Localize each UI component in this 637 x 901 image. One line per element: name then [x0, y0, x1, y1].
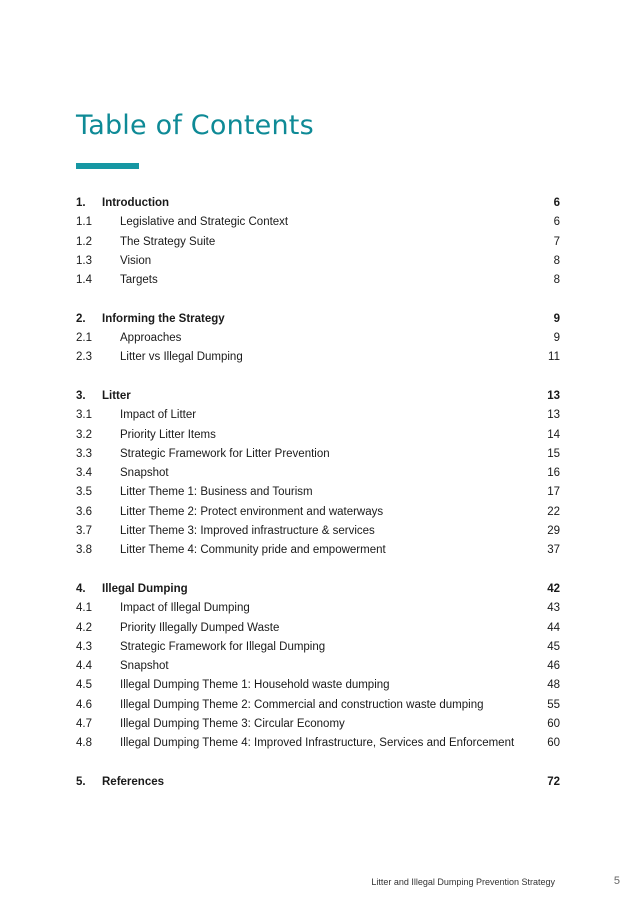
toc-section-page: 72: [547, 775, 560, 788]
toc-entry-number: 3.1: [76, 409, 92, 422]
toc-entry-title: Vision: [120, 254, 152, 267]
toc-entry-page: 11: [548, 351, 560, 364]
toc-entry-row[interactable]: [76, 329, 560, 348]
toc-entry-row[interactable]: [76, 599, 560, 618]
toc-entry-title: Targets: [120, 274, 158, 287]
toc-entry-row[interactable]: [76, 348, 560, 367]
toc-section-title: Introduction: [102, 197, 170, 209]
toc-entry-title: Snapshot: [120, 660, 169, 673]
title-underline: [76, 163, 139, 169]
toc-entry-page: 7: [553, 235, 560, 248]
toc-entry-title: Illegal Dumping Theme 2: Commercial and construction waste dumping: [120, 698, 484, 711]
toc-entry-page: 43: [547, 602, 560, 615]
toc-entry-number: 1.3: [76, 254, 92, 267]
toc-entry-number: 3.8: [76, 544, 92, 557]
toc-entry-number: 2.1: [76, 332, 92, 345]
toc-section-number: 2.: [76, 312, 86, 325]
toc-entry-row[interactable]: [76, 522, 560, 541]
toc-entry-row[interactable]: [76, 406, 560, 425]
toc-entry-number: 3.5: [76, 486, 92, 499]
toc-entry-row[interactable]: [76, 464, 560, 483]
toc-entry-row[interactable]: [76, 657, 560, 676]
toc-entry-row[interactable]: [76, 271, 560, 290]
toc-entry-page: 46: [547, 660, 560, 673]
toc-entry-row[interactable]: [76, 734, 560, 753]
section-spacer: [76, 368, 560, 387]
toc-section-page: 9: [553, 312, 560, 325]
toc-entry-number: 4.3: [76, 640, 92, 653]
toc-entry-row[interactable]: [76, 252, 560, 271]
toc-section-number: 1.: [76, 197, 86, 209]
toc-entry-page: 8: [553, 254, 560, 267]
toc-entry-row[interactable]: [76, 696, 560, 715]
toc-entry-title: Priority Illegally Dumped Waste: [120, 621, 280, 634]
toc-entry-title: The Strategy Suite: [120, 235, 216, 248]
toc-entry-row[interactable]: [76, 619, 560, 638]
toc-entry-number: 4.8: [76, 737, 92, 750]
toc-entry-row[interactable]: [76, 503, 560, 522]
toc-entry-title: Impact of Illegal Dumping: [120, 602, 250, 615]
toc-entry-page: 22: [547, 505, 560, 518]
toc-entry-page: 8: [553, 274, 560, 287]
toc-entry-page: 45: [547, 640, 560, 653]
toc-section-row[interactable]: [76, 310, 560, 329]
toc-entry-page: 60: [547, 718, 560, 731]
toc-section-page: 13: [547, 389, 560, 402]
toc-section-title: Litter: [102, 389, 131, 402]
toc-entry-title: Illegal Dumping Theme 1: Household waste dumping: [120, 679, 390, 692]
toc-entry-row[interactable]: [76, 426, 560, 445]
toc-entry-number: 2.3: [76, 351, 92, 364]
toc-entry-row[interactable]: [76, 541, 560, 560]
toc-section-number: 3.: [76, 389, 86, 402]
toc-entry-number: 3.6: [76, 505, 92, 518]
section-spacer: [76, 561, 560, 580]
toc-entry-number: 3.4: [76, 467, 92, 480]
page-title: Table of Contents: [76, 110, 314, 141]
toc-entry-row[interactable]: [76, 638, 560, 657]
toc-entry-number: 1.4: [76, 274, 92, 287]
toc-entry-title: Impact of Litter: [120, 409, 197, 422]
toc-section-row[interactable]: [76, 773, 560, 792]
toc-entry-number: 4.6: [76, 698, 92, 711]
toc-entry-page: 60: [547, 737, 560, 750]
toc-entry-title: Strategic Framework for Illegal Dumping: [120, 640, 326, 653]
section-spacer: [76, 754, 560, 773]
toc-entry-title: Snapshot: [120, 467, 169, 480]
toc-entry-page: 14: [547, 428, 560, 441]
toc-entry-row[interactable]: [76, 445, 560, 464]
toc-entry-number: 4.1: [76, 602, 92, 615]
toc-entry-number: 3.2: [76, 428, 92, 441]
section-spacer: [76, 290, 560, 309]
toc-entry-page: 55: [547, 698, 560, 711]
toc-entry-page: 13: [547, 409, 560, 422]
toc-section-row[interactable]: [76, 580, 560, 599]
toc-section-title: Illegal Dumping: [102, 582, 188, 595]
toc-section-number: 5.: [76, 775, 86, 788]
toc-entry-page: 37: [547, 544, 560, 557]
toc-entry-title: Legislative and Strategic Context: [120, 216, 289, 229]
toc-entry-number: 3.7: [76, 525, 92, 538]
toc-section-title: References: [102, 775, 165, 788]
toc-entry-number: 4.2: [76, 621, 92, 634]
toc-entry-title: Strategic Framework for Litter Prevention: [120, 447, 330, 460]
toc-entry-number: 4.5: [76, 679, 92, 692]
toc-section-row[interactable]: [76, 387, 560, 406]
toc-section-page: 6: [553, 197, 560, 209]
toc-entry-page: 48: [547, 679, 560, 692]
toc-entry-title: Priority Litter Items: [120, 428, 216, 441]
toc-entry-number: 4.7: [76, 718, 92, 731]
footer-page-number: 5: [613, 875, 620, 887]
toc-entry-number: 1.1: [76, 216, 92, 229]
toc-entry-title: Litter vs Illegal Dumping: [120, 351, 243, 364]
toc-entry-page: 6: [553, 216, 560, 229]
toc-entry-number: 4.4: [76, 660, 92, 673]
toc-entry-title: Litter Theme 3: Improved infrastructure & services: [120, 525, 375, 538]
footer-document-title: Litter and Illegal Dumping Prevention Strategy: [371, 877, 555, 887]
toc-entry-title: Litter Theme 2: Protect environment and waterways: [120, 505, 384, 518]
toc-entry-row[interactable]: [76, 715, 560, 734]
toc-section-row[interactable]: [76, 194, 560, 213]
toc-entry-row[interactable]: [76, 483, 560, 502]
table-of-contents: [76, 194, 560, 792]
toc-entry-row[interactable]: [76, 233, 560, 252]
toc-entry-page: 17: [547, 486, 560, 499]
toc-entry-page: 29: [547, 525, 560, 538]
toc-entry-title: Illegal Dumping Theme 4: Improved Infrastructure, Services and Enforcement: [120, 737, 515, 750]
toc-entry-number: 1.2: [76, 235, 92, 248]
toc-entry-page: 16: [547, 467, 560, 480]
toc-entry-page: 15: [547, 447, 560, 460]
toc-entry-title: Approaches: [120, 332, 182, 345]
toc-section-title: Informing the Strategy: [102, 312, 225, 325]
toc-entry-title: Litter Theme 1: Business and Tourism: [120, 486, 313, 499]
toc-entry-title: Illegal Dumping Theme 3: Circular Economy: [120, 718, 345, 731]
toc-entry-number: 3.3: [76, 447, 92, 460]
toc-entry-page: 44: [547, 621, 560, 634]
toc-section-page: 42: [547, 582, 560, 595]
toc-entry-row[interactable]: [76, 213, 560, 232]
toc-section-number: 4.: [76, 582, 86, 595]
toc-entry-page: 9: [553, 332, 560, 345]
toc-entry-row[interactable]: [76, 676, 560, 695]
toc-entry-title: Litter Theme 4: Community pride and empowerment: [120, 544, 386, 557]
